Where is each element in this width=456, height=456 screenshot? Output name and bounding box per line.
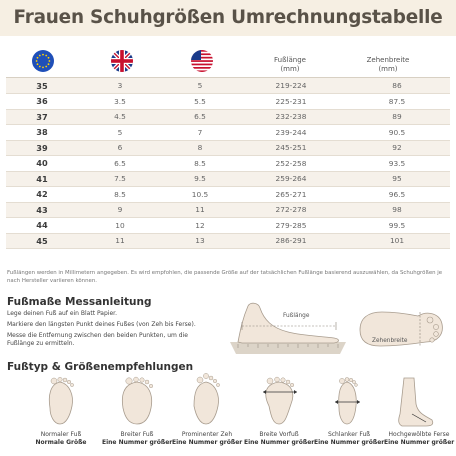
width-cell: 99.5: [344, 218, 450, 234]
page-title: Frauen Schuhgrößen Umrechnungstabelle: [13, 7, 443, 28]
length-label: Fußlänge: [283, 313, 310, 319]
eu-size-cell: 37: [6, 109, 78, 125]
us-size-cell: 5: [162, 78, 238, 94]
width-cell: 95: [344, 171, 450, 187]
uk-size-cell: 6.5: [78, 156, 162, 172]
foottype-name-4: Breite Vorfuß: [259, 431, 299, 438]
table-row: [6, 94, 450, 110]
width-cell: 93.5: [344, 156, 450, 172]
length-cell: 279-285: [238, 218, 344, 234]
width-cell: 87.5: [344, 94, 450, 110]
eu-size-cell: 35: [6, 78, 78, 94]
width-label: Zehenbreite: [372, 338, 408, 344]
us-size-cell: 8: [162, 140, 238, 156]
foottype-rec-3: Eine Nummer größer: [172, 439, 243, 446]
table-row: [6, 109, 450, 125]
width-cell: 90.5: [344, 125, 450, 141]
table-row: [6, 156, 450, 172]
uk-size-cell: 4.5: [78, 109, 162, 125]
foottype-rec-2: Eine Nummer größer: [102, 439, 173, 446]
measure-step-3: Messe die Entfernung zwischen den beiden Punkten, um die: [7, 332, 188, 339]
uk-size-cell: 8.5: [78, 187, 162, 203]
uk-size-cell: 11: [78, 233, 162, 249]
high-arch-foot-icon: [392, 374, 436, 428]
table-row: [6, 78, 450, 94]
us-flag-icon: [191, 50, 213, 72]
measure-step-4: Fußlänge zu ermitteln.: [7, 340, 75, 347]
length-cell: 219-224: [238, 78, 344, 94]
us-size-cell: 9.5: [162, 171, 238, 187]
eu-size-cell: 45: [6, 233, 78, 249]
width-cell: 92: [344, 140, 450, 156]
width-header-unit: (mm): [378, 65, 398, 73]
wide-forefoot-icon: [257, 376, 301, 426]
length-cell: 286-291: [238, 233, 344, 249]
length-cell: 252-258: [238, 156, 344, 172]
length-cell: 245-251: [238, 140, 344, 156]
table-row: [6, 140, 450, 156]
side-foot-measure-illustration: [228, 292, 348, 360]
us-size-cell: 12: [162, 218, 238, 234]
table-row: [6, 202, 450, 218]
narrow-foot-icon: [327, 376, 367, 426]
length-cell: 232-238: [238, 109, 344, 125]
foottype-name-5: Schlanker Fuß: [327, 431, 371, 438]
wide-foot-icon: [115, 376, 159, 426]
foottype-rec-1: Normale Größe: [35, 439, 87, 446]
table-row: [6, 218, 450, 234]
foottype-name-1: Normaler Fuß: [40, 431, 82, 438]
us-size-cell: 11: [162, 202, 238, 218]
table-row: [6, 125, 450, 141]
top-foot-measure-illustration: [356, 300, 450, 354]
foottype-name-6: Hochgewölbte Ferse: [388, 431, 450, 438]
uk-size-cell: 3.5: [78, 94, 162, 110]
foottype-name-2: Breiter Fuß: [120, 431, 154, 438]
width-cell: 86: [344, 78, 450, 94]
eu-size-cell: 44: [6, 218, 78, 234]
eu-size-cell: 38: [6, 125, 78, 141]
length-cell: 272-278: [238, 202, 344, 218]
eu-size-cell: 43: [6, 202, 78, 218]
foottype-rec-4: Eine Nummer größer: [244, 439, 315, 446]
us-size-cell: 8.5: [162, 156, 238, 172]
length-header-label: Fußlänge: [274, 56, 306, 64]
us-size-cell: 13: [162, 233, 238, 249]
width-header-label: Zehenbreite: [366, 56, 410, 64]
width-cell: 89: [344, 109, 450, 125]
uk-size-cell: 6: [78, 140, 162, 156]
table-row: [6, 171, 450, 187]
us-size-cell: 10.5: [162, 187, 238, 203]
eu-size-cell: 41: [6, 171, 78, 187]
measure-heading: Fußmaße Messanleitung: [7, 296, 152, 308]
uk-size-cell: 3: [78, 78, 162, 94]
eu-flag-icon: [32, 50, 54, 72]
measure-step-1: Lege deinen Fuß auf ein Blatt Papier.: [7, 310, 117, 317]
foottype-rec-5: Eine Nummer größer: [314, 439, 385, 446]
length-header-unit: (mm): [280, 65, 300, 73]
foottype-heading: Fußtyp & Größenempfehlungen: [7, 361, 194, 373]
size-table: [6, 78, 450, 249]
width-cell: 96.5: [344, 187, 450, 203]
prominent-toe-foot-icon: [184, 372, 228, 426]
table-row: [6, 233, 450, 249]
foottype-rec-6: Eine Nummer größer: [384, 439, 455, 446]
us-size-cell: 6.5: [162, 109, 238, 125]
uk-flag-icon: [111, 50, 133, 72]
table-row: [6, 187, 450, 203]
foottype-name-3: Prominenter Zeh: [181, 431, 233, 438]
width-header: [358, 56, 418, 74]
length-cell: 259-264: [238, 171, 344, 187]
normal-foot-icon: [40, 376, 80, 426]
size-note: Fußlängen werden in Millimetern angegeben. Es wird empfohlen, die passende Größe auf der tatsächlichen Fußlänge basierend auszuwählen, da Schuhgrößen je nach Hersteller variieren können.: [7, 270, 443, 284]
us-size-cell: 5.5: [162, 94, 238, 110]
eu-size-cell: 40: [6, 156, 78, 172]
eu-size-cell: 36: [6, 94, 78, 110]
length-cell: 239-244: [238, 125, 344, 141]
uk-size-cell: 7.5: [78, 171, 162, 187]
eu-size-cell: 42: [6, 187, 78, 203]
uk-size-cell: 9: [78, 202, 162, 218]
length-header: [268, 56, 312, 74]
length-cell: 225-231: [238, 94, 344, 110]
uk-size-cell: 5: [78, 125, 162, 141]
measure-step-2: Markiere den längsten Punkt deines Fußes (von Zeh bis Ferse).: [7, 321, 196, 328]
uk-size-cell: 10: [78, 218, 162, 234]
us-size-cell: 7: [162, 125, 238, 141]
length-cell: 265-271: [238, 187, 344, 203]
width-cell: 101: [344, 233, 450, 249]
width-cell: 98: [344, 202, 450, 218]
eu-size-cell: 39: [6, 140, 78, 156]
